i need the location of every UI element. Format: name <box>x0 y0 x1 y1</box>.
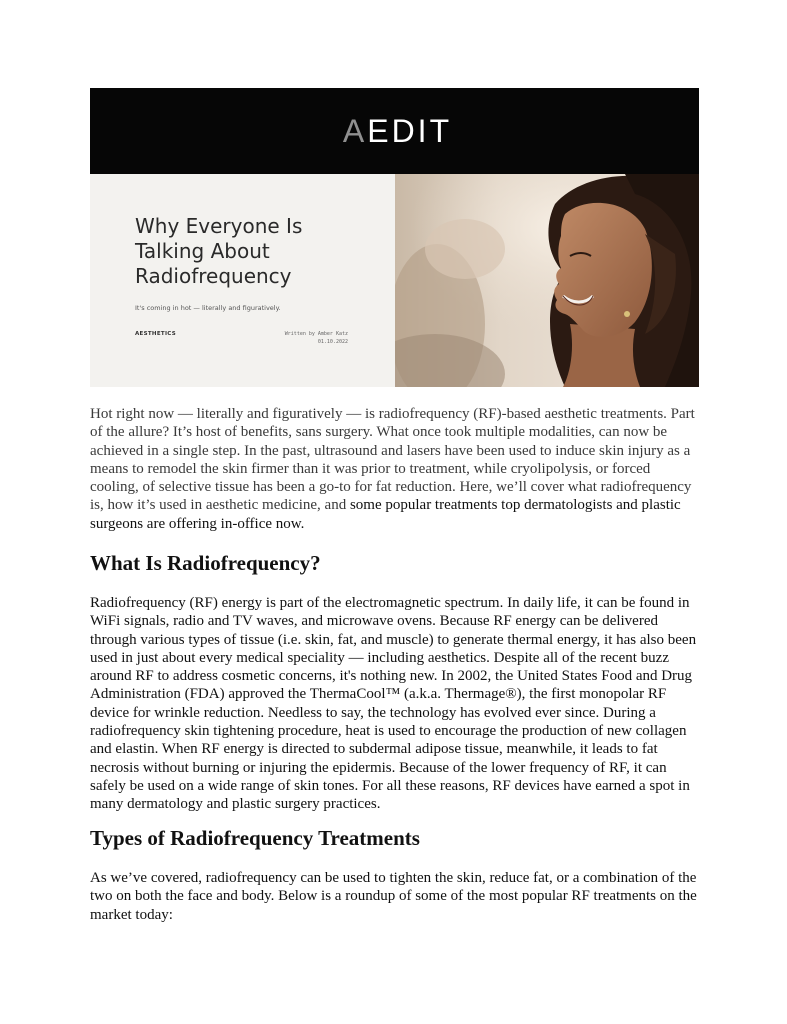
hero-image <box>90 174 699 387</box>
section-heading-what-is-rf: What Is Radiofrequency? <box>90 551 321 575</box>
woman-smiling-photo <box>395 174 699 387</box>
section-heading-types: Types of Radiofrequency Treatments <box>90 826 420 850</box>
section-paragraph-what-is-rf: Radiofrequency (RF) energy is part of the electromagnetic spectrum. In daily life, it can be found in WiFi signals, radio and TV waves, and microwave ovens. Because RF energy can be delivered through various types of tissue (i.e. skin, fat, and muscle) to generate thermal energy, it has also been used in just about every medical speciality — including aesthetics. Despite all of the recent buzz around RF to address cosmetic concerns, it's nothing new. In 2002, the United States Food and Drug Administration (FDA) approved the ThermaCool™ (a.k.a. Thermage®), the first monopolar RF device for wrinkle reduction. Needless to say, the technology has evolved ever since. During a radiofrequency skin tightening procedure, heat is used to encourage the production of new collagen and elastin. When RF energy is directed to subdermal adipose tissue, meanwhile, it leads to fat necrosis without burning or injuring the epidermis. Because of the lower frequency of RF, it can safely be used on a wide range of skin tones. For all these reasons, RF devices have earned a spot in many dermatology and plastic surgery practices. <box>90 595 697 813</box>
logo-first-letter: A <box>342 112 368 149</box>
hero-date: 01.10.2022 <box>317 339 348 345</box>
intro-text-end: some popular treatments top dermatologists and plastic surgeons are offering in-office now. <box>90 497 681 532</box>
header-banner <box>90 88 699 174</box>
hero-byline <box>258 330 348 346</box>
section-paragraph-types: As we’ve covered, radiofrequency can be used to tighten the skin, reduce fat, or a combination of the two on both the face and body. Below is a roundup of some of the most popular RF treatments on the market today: <box>90 870 697 923</box>
hero-text-panel <box>90 174 395 387</box>
intro-text-main: Hot right now — literally and figuratively — is radiofrequency (RF)-based aesthetic treatments. Part of the allure? It’s host of benefits, sans surgery. What once took multiple modalities, can now be achieved in a single step. In the past, ultrasound and lasers have been used to induce skin injury as a means to remodel the skin firmer than it was prior to treatment, while cryolipolysis, or forced cooling, of selective tissue has been a go-to for fat reduction. Here, we’ll cover what radiofrequency is, how it’s used in aesthetic medicine, and <box>90 406 695 514</box>
intro-paragraph <box>90 405 702 533</box>
hero-title: Why Everyone Is Talking About Radiofrequency <box>135 214 303 288</box>
logo-rest: EDIT <box>367 112 453 149</box>
hero-tagline: It's coming in hot — literally and figuratively. <box>135 304 281 312</box>
aedit-logo <box>337 113 452 150</box>
hero-category: AESTHETICS <box>135 331 176 337</box>
hero-author: Written by Amber Katz <box>284 331 348 337</box>
